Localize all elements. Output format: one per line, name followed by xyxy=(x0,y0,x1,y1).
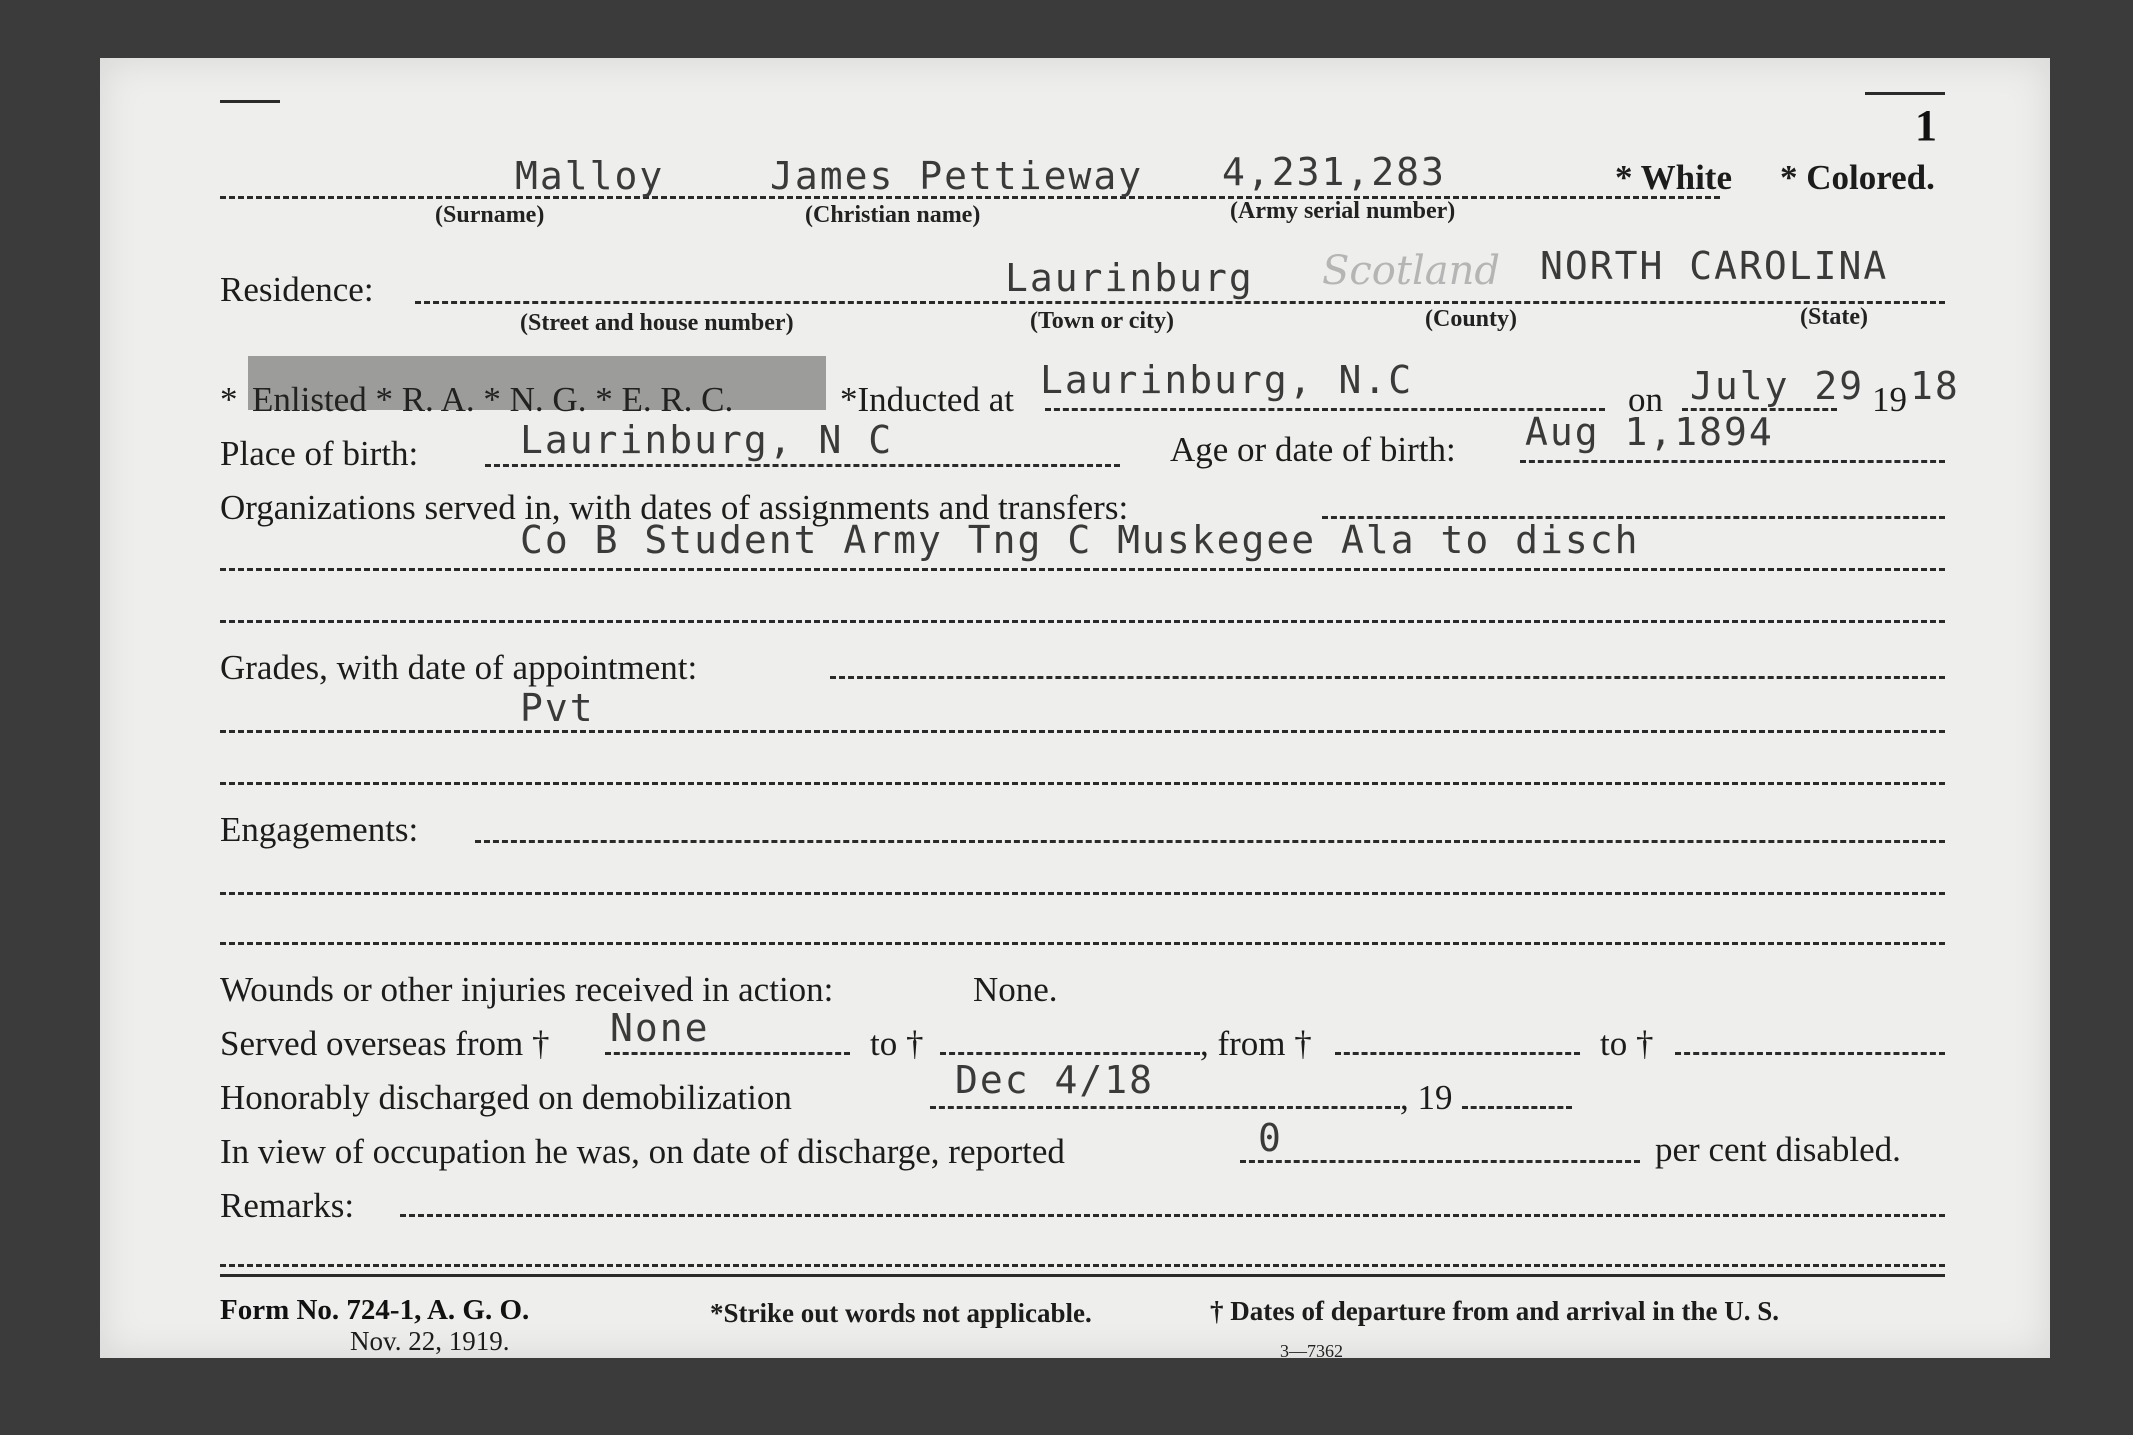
wounds-value: None. xyxy=(973,970,1058,1009)
christian-caption: (Christian name) xyxy=(805,202,981,228)
organizations-line-2 xyxy=(220,568,1945,571)
christian-name-value: James Pettieway xyxy=(770,154,1144,198)
grades-value: Pvt xyxy=(520,686,595,730)
birthdate-value: Aug 1,1894 xyxy=(1525,410,1774,454)
engagements-line-3 xyxy=(220,942,1945,945)
birthdate-line xyxy=(1520,460,1945,463)
race-colored: * Colored. xyxy=(1780,158,1935,197)
overseas-label: Served overseas from † xyxy=(220,1024,550,1063)
dates-note: † Dates of departure from and arrival in the U. S. xyxy=(1210,1296,1779,1326)
discharge-year-label: , 19 xyxy=(1400,1078,1453,1117)
surname-caption: (Surname) xyxy=(435,202,545,228)
enlisted-struck-text: Enlisted * R. A. * N. G. * E. R. C. xyxy=(252,380,734,419)
overseas-from-value: None xyxy=(610,1006,710,1050)
overseas-to2-label: to † xyxy=(1600,1024,1654,1063)
discharge-line xyxy=(930,1106,1400,1109)
overseas-from2-label: , from † xyxy=(1200,1024,1312,1063)
form-date: Nov. 22, 1919. xyxy=(350,1326,510,1356)
serial-caption: (Army serial number) xyxy=(1230,198,1456,224)
number-rule xyxy=(1865,92,1945,95)
discharge-year-line xyxy=(1462,1106,1572,1109)
county-caption: (County) xyxy=(1425,306,1518,332)
state-caption: (State) xyxy=(1800,304,1868,330)
discharge-label: Honorably discharged on demobilization xyxy=(220,1078,792,1117)
engagements-line-2 xyxy=(220,892,1945,895)
serial-value: 4,231,283 xyxy=(1222,150,1446,194)
inducted-at-value: Laurinburg, N.C xyxy=(1040,358,1414,402)
grades-line-2 xyxy=(220,730,1945,733)
residence-state: NORTH CAROLINA xyxy=(1540,244,1889,288)
footer-rule xyxy=(220,1274,1945,1277)
inducted-line xyxy=(1045,408,1605,411)
organizations-value: Co B Student Army Tng C Muskegee Ala to disch xyxy=(520,518,1640,562)
remarks-label: Remarks: xyxy=(220,1186,355,1225)
overseas-from-line xyxy=(605,1052,850,1055)
on-label: on xyxy=(1628,380,1663,419)
strike-note: *Strike out words not applicable. xyxy=(710,1298,1092,1328)
engagements-line-1 xyxy=(475,840,1945,843)
street-caption: (Street and house number) xyxy=(520,310,794,336)
record-card xyxy=(100,58,2050,1361)
disability-label: In view of occupation he was, on date of discharge, reported xyxy=(220,1132,1065,1171)
residence-line xyxy=(415,301,1945,304)
remarks-line-1 xyxy=(400,1214,1945,1217)
card-number: 1 xyxy=(1915,101,1937,150)
organizations-label: Organizations served in, with dates of assignments and transfers: xyxy=(220,488,1129,527)
inducted-label: *Inducted at xyxy=(840,380,1014,419)
overseas-from2-line xyxy=(1335,1052,1580,1055)
disability-suffix: per cent disabled. xyxy=(1655,1130,1901,1169)
grades-line-1 xyxy=(830,676,1945,679)
residence-label: Residence: xyxy=(220,270,374,309)
overseas-to-label: to † xyxy=(870,1024,924,1063)
birthplace-value: Laurinburg, N C xyxy=(520,418,894,462)
organizations-line-3 xyxy=(220,620,1945,623)
birthplace-line xyxy=(485,464,1120,467)
disability-value: 0 xyxy=(1258,1116,1283,1160)
engagements-label: Engagements: xyxy=(220,810,419,849)
print-code: 3—7362 xyxy=(1280,1341,1343,1361)
residence-town: Laurinburg xyxy=(1005,256,1254,300)
residence-county: Scotland xyxy=(1322,248,1500,294)
induction-year: 18 xyxy=(1910,364,1960,408)
corner-rule xyxy=(220,100,280,103)
surname-value: Malloy xyxy=(515,154,665,198)
race-white: * White xyxy=(1615,158,1732,197)
overseas-to-line xyxy=(940,1052,1200,1055)
discharge-date: Dec 4/18 xyxy=(955,1058,1155,1102)
enlisted-star: * xyxy=(220,380,238,419)
birthdate-label: Age or date of birth: xyxy=(1170,430,1456,469)
grades-line-3 xyxy=(220,782,1945,785)
grades-label: Grades, with date of appointment: xyxy=(220,648,698,687)
disability-line xyxy=(1240,1160,1640,1163)
birthplace-label: Place of birth: xyxy=(220,434,419,473)
year-prefix: 19 xyxy=(1872,380,1907,419)
overseas-to2-line xyxy=(1675,1052,1945,1055)
town-caption: (Town or city) xyxy=(1030,308,1174,334)
induction-date: July 29 xyxy=(1690,364,1865,408)
form-number: Form No. 724-1, A. G. O. xyxy=(220,1294,530,1326)
wounds-label: Wounds or other injuries received in action: xyxy=(220,970,834,1009)
remarks-line-2 xyxy=(220,1264,1945,1267)
